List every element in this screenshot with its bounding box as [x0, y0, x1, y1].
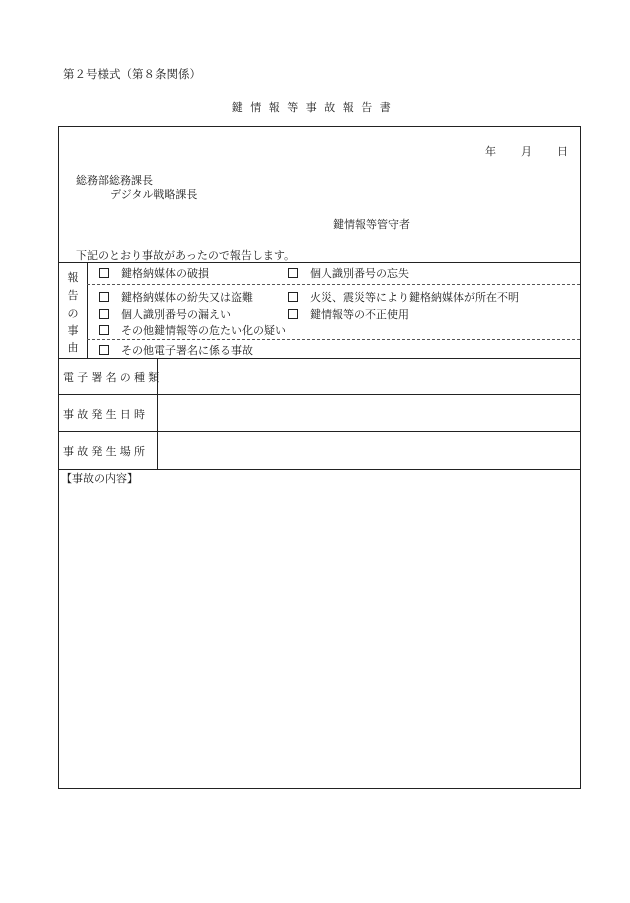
reason-checkbox-media-lost[interactable] [99, 289, 253, 305]
addressee-line2: デジタル戦略課長 [110, 188, 198, 201]
reporter-label: 鍵情報等管守者 [333, 218, 410, 231]
reason-label-char: 事 [67, 324, 79, 337]
date-month: 月 [521, 145, 532, 158]
reason-text: その他鍵情報等の危たい化の疑い [121, 324, 286, 337]
occurrence-datetime-label: 事故発生日時 [63, 408, 149, 421]
reason-text: 鍵格納媒体の破損 [121, 267, 209, 280]
reason-checkbox-pin-forgotten[interactable] [288, 265, 409, 281]
reason-checkbox-other-signature-incident[interactable] [99, 342, 253, 358]
divider [59, 394, 580, 395]
divider [87, 262, 88, 358]
reason-text: 個人識別番号の忘失 [310, 267, 409, 280]
reason-text: 鍵情報等の不正使用 [310, 308, 409, 321]
occurrence-place-label: 事故発生場所 [63, 445, 149, 458]
dashed-divider [87, 284, 580, 285]
divider [59, 262, 580, 263]
date-day: 日 [557, 145, 568, 158]
reason-checkbox-pin-leak[interactable] [99, 306, 231, 322]
date-year: 年 [485, 145, 496, 158]
divider [59, 431, 580, 432]
reason-checkbox-media-missing-disaster[interactable] [288, 289, 519, 305]
page-title: 鍵情報等事故報告書 [231, 101, 399, 114]
reason-text: その他電子署名に係る事故 [121, 344, 253, 357]
reason-checkbox-unauthorized-use[interactable] [288, 306, 409, 322]
addressee-line1: 総務部総務課長 [76, 174, 153, 187]
incident-details-label: 【事故の内容】 [61, 472, 138, 485]
reason-text: 鍵格納媒体の紛失又は盗難 [121, 291, 253, 304]
form-number-label: 第２号様式（第８条関係） [63, 67, 201, 81]
reason-label-char: の [67, 307, 79, 320]
reason-checkbox-media-damage[interactable] [99, 265, 209, 281]
reason-label-char: 由 [67, 341, 79, 354]
report-form [58, 126, 581, 789]
reason-label-char: 告 [67, 289, 79, 302]
dashed-divider [87, 339, 580, 340]
divider [59, 358, 580, 359]
intro-text: 下記のとおり事故があったので報告します。 [76, 249, 296, 262]
reason-text: 火災、震災等により鍵格納媒体が所在不明 [310, 291, 519, 304]
reason-checkbox-compromise-suspected[interactable] [99, 322, 286, 338]
signature-type-label: 電子署名の種類 [63, 371, 163, 384]
reason-label-char: 報 [67, 271, 79, 284]
reason-text: 個人識別番号の漏えい [121, 308, 231, 321]
